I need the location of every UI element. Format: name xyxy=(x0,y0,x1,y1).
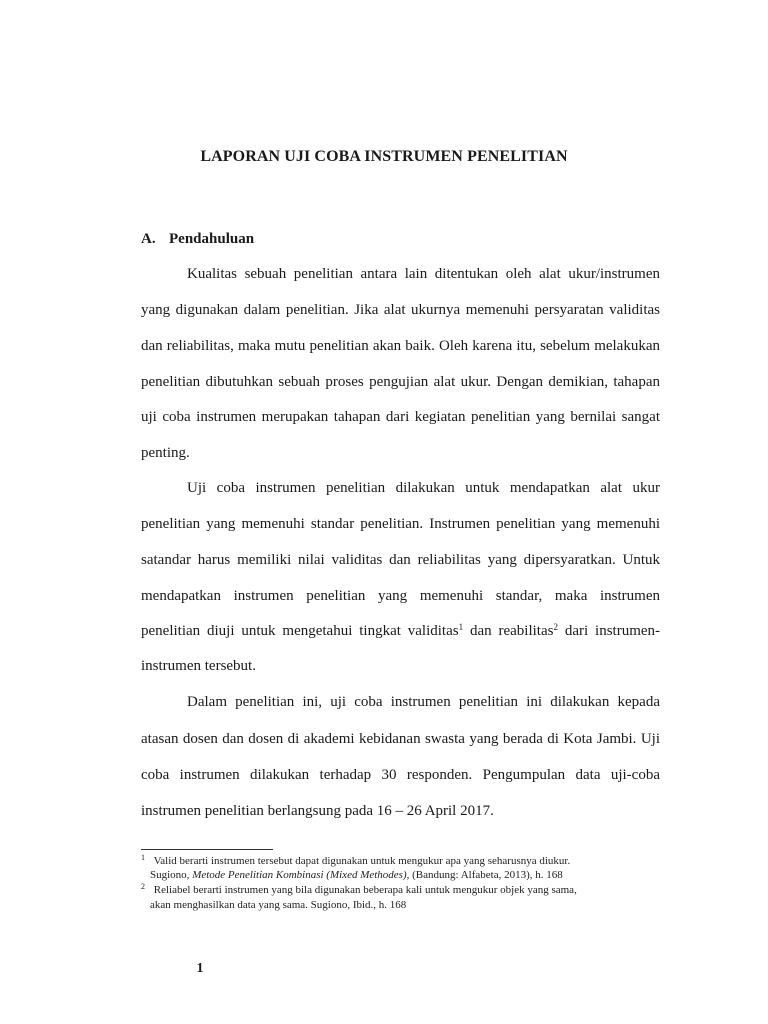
paragraph-line: Uji coba instrumen penelitian dilakukan untuk mendapatkan alat ukur xyxy=(187,480,660,496)
citation-title: Metode Penelitian Kombinasi (Mixed Methodes) xyxy=(192,869,407,881)
paragraph-line: mendapatkan instrumen penelitian yang memenuhi standar, maka instrumen xyxy=(141,588,660,604)
footnote-1-citation xyxy=(150,868,675,882)
paragraph-line: penelitian yang memenuhi standar penelitian. Instrumen penelitian yang memenuhi xyxy=(141,516,660,532)
paragraph-line: yang digunakan dalam penelitian. Jika alat ukurnya memenuhi persyaratan validitas xyxy=(141,302,660,318)
footnote-text: Valid berarti instrumen tersebut dapat digunakan untuk mengukur apa yang seharusnya diukur. xyxy=(153,855,571,867)
paragraph-line: instrumen penelitian berlangsung pada 16 – 26 April 2017. xyxy=(141,803,494,819)
paragraph-line: penting. xyxy=(141,445,190,461)
footnote-ref: 1 xyxy=(458,622,464,632)
text-segment: dari instrumen- xyxy=(564,623,661,639)
footnote-text: Reliabel berarti instrumen yang bila digunakan beberapa kali untuk mengukur objek yang sama, xyxy=(153,884,577,896)
paragraph-line: Dalam penelitian ini, uji coba instrumen penelitian ini dilakukan kepada xyxy=(187,694,660,710)
section-number: A. xyxy=(141,231,156,247)
paragraph-line-with-footnotes xyxy=(141,621,660,641)
footnote-2-citation: akan menghasilkan data yang sama. Sugiono, Ibid., h. 168 xyxy=(150,899,407,911)
paragraph-line: atasan dosen dan dosen di akademi kebidanan swasta yang berada di Kota Jambi. Uji xyxy=(141,731,660,747)
page-number: 1 xyxy=(196,961,204,976)
footnote-ref: 2 xyxy=(553,622,558,632)
paragraph-line: Kualitas sebuah penelitian antara lain ditentukan oleh alat ukur/instrumen xyxy=(187,266,660,282)
paragraph-line: penelitian dibutuhkan sebuah proses pengujian alat ukur. Dengan demikian, tahapan xyxy=(141,374,660,390)
text-segment: penelitian diuji untuk mengetahui tingkat validitas xyxy=(141,623,459,639)
text-segment: dan reabilitas xyxy=(469,623,554,639)
footnote-2: $^2$ Reliabel berarti instrumen yang bila digunakan beberapa kali untuk mengukur objek yang sama, xyxy=(141,882,577,896)
paragraph-line: instrumen tersebut. xyxy=(141,658,256,674)
document-title: LAPORAN UJI COBA INSTRUMEN PENELITIAN xyxy=(200,148,568,165)
citation-publisher: , (Bandung: Alfabeta, 2013), h. 168 xyxy=(406,869,563,881)
footnote-1: $^1$ Valid berarti instrumen tersebut dapat digunakan untuk mengukur apa yang seharusnya diukur. xyxy=(141,853,571,867)
paragraph-line: uji coba instrumen merupakan tahapan dari kegiatan penelitian yang bernilai sangat xyxy=(141,409,660,425)
footnote-separator xyxy=(141,849,273,850)
section-title: Pendahuluan xyxy=(169,231,255,247)
paragraph-line: dan reliabilitas, maka mutu penelitian akan baik. Oleh karena itu, sebelum melakukan xyxy=(141,338,660,354)
paragraph-line: satandar harus memiliki nilai validitas dan reliabilitas yang dipersyaratkan. Untuk xyxy=(141,552,660,568)
paragraph-line: coba instrumen dilakukan terhadap 30 responden. Pengumpulan data uji-coba xyxy=(141,767,660,783)
citation-author: Sugiono, xyxy=(150,869,193,881)
section-heading xyxy=(141,231,254,248)
